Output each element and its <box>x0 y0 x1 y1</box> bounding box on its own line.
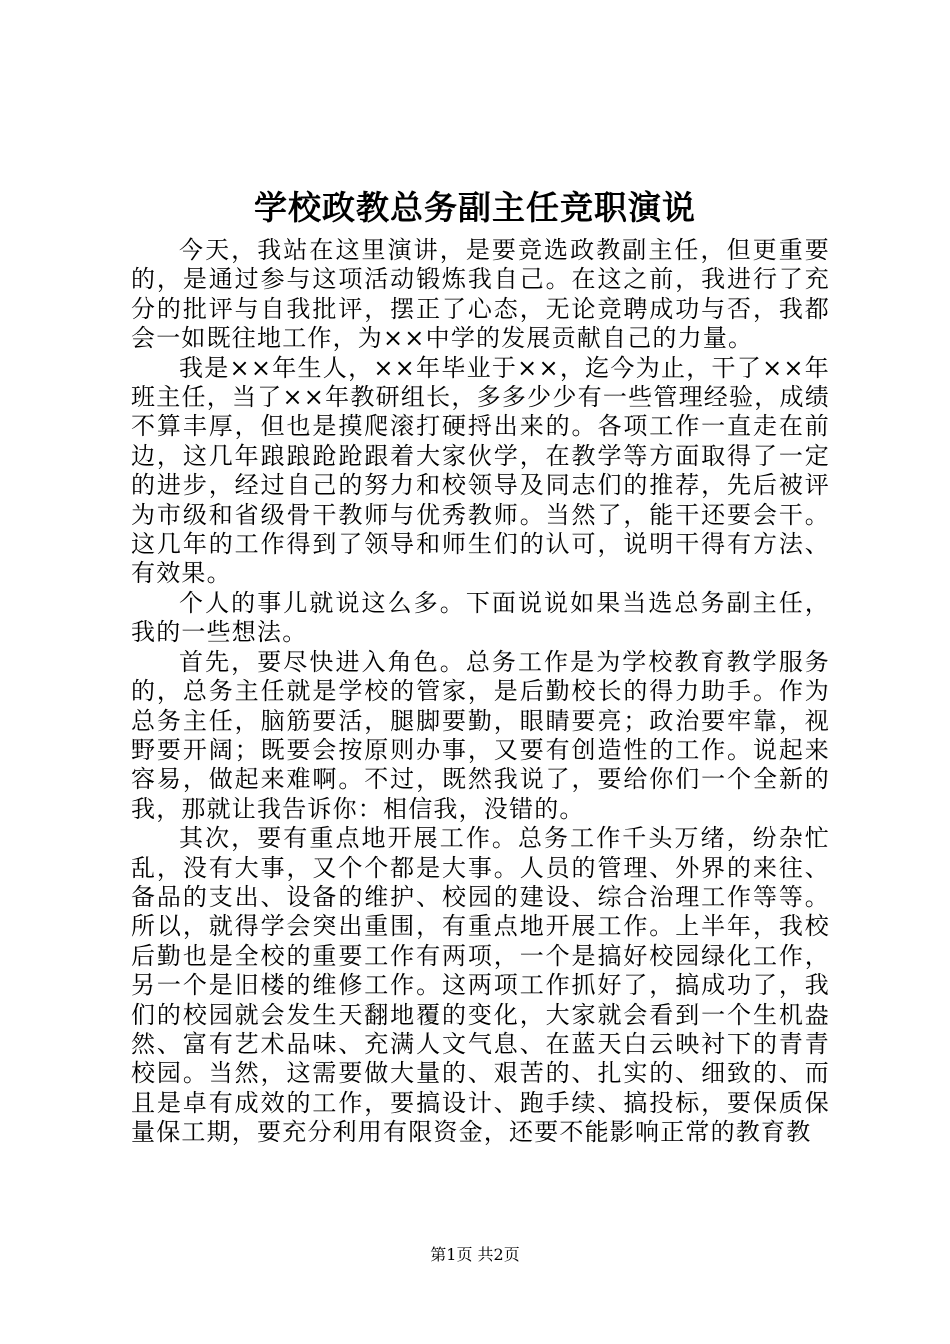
document-title: 学校政教总务副主任竞职演说 <box>254 188 696 227</box>
paragraph: 我是××年生人，××年毕业于××，迄今为止，干了××年班主任，当了××年教研组长，多多少少有一些管理经验，成绩不算丰厚，但也是摸爬滚打硬捋出来的。各项工作一直走在前边，这几年踉踉跄跄跟着大家伙学，在教学等方面取得了一定的进步，经过自己的努力和校领导及同志们的推荐，先后被评为市级和省级骨干教师与优秀教师。当然了，能干还要会干。这几年的工作得到了领导和师生们的认可，说明干得有方法、有效果。 <box>131 353 830 588</box>
page-number-footer: 第1页 共2页 <box>430 1245 520 1264</box>
paragraph: 今天，我站在这里演讲，是要竞选政教副主任，但更重要的，是通过参与这项活动锻炼我自己。在这之前，我进行了充分的批评与自我批评，摆正了心态，无论竞聘成功与否，我都会一如既往地工作，为××中学的发展贡献自己的力量。 <box>131 236 830 353</box>
paragraph: 其次，要有重点地开展工作。总务工作千头万绪，纷杂忙乱，没有大事，又个个都是大事。人员的管理、外界的来往、备品的支出、设备的维护、校园的建设、综合治理工作等等。所以，就得学会突出重围，有重点地开展工作。上半年，我校后勤也是全校的重要工作有两项，一个是搞好校园绿化工作，另一个是旧楼的维修工作。这两项工作抓好了，搞成功了，我们的校园就会发生天翻地覆的变化，大家就会看到一个生机盎然、富有艺术品味、充满人文气息、在蓝天白云映衬下的青青校园。当然，这需要做大量的、艰苦的、扎实的、细致的、而且是卓有成效的工作，要搞设计、跑手续、搞投标，要保质保量保工期，要充分利用有限资金，还要不能影响正常的教育教 <box>131 824 830 1147</box>
document-body <box>131 236 830 1148</box>
paragraph: 个人的事儿就说这么多。下面说说如果当选总务副主任，我的一些想法。 <box>131 588 830 647</box>
paragraph: 首先，要尽快进入角色。总务工作是为学校教育教学服务的，总务主任就是学校的管家，是后勤校长的得力助手。作为总务主任，脑筋要活，腿脚要勤，眼睛要亮；政治要牢靠，视野要开阔；既要会按原则办事，又要有创造性的工作。说起来容易，做起来难啊。不过，既然我说了，要给你们一个全新的我，那就让我告诉你：相信我，没错的。 <box>131 647 830 823</box>
